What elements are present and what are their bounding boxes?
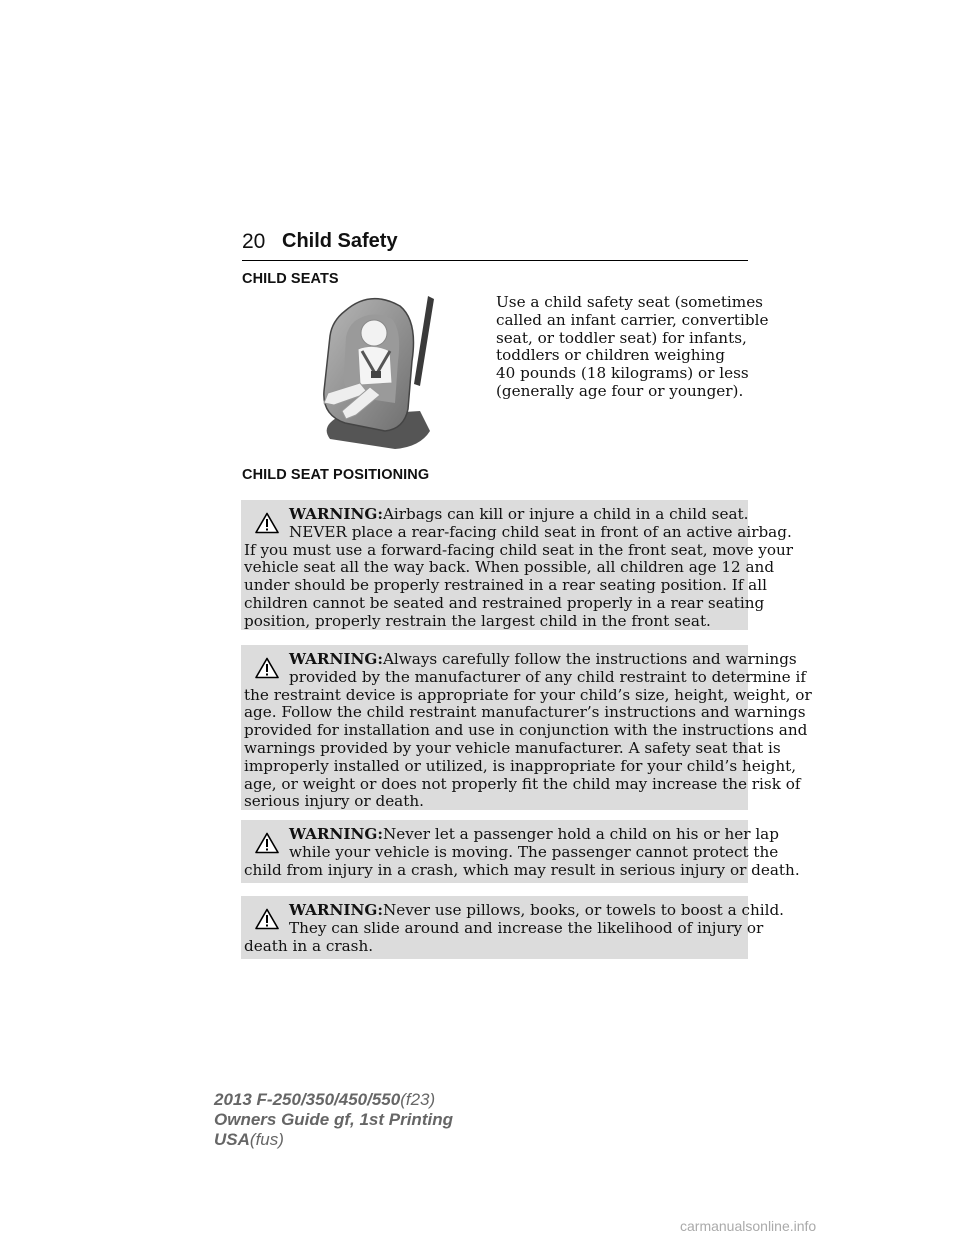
footer-market: USA <box>214 1130 250 1149</box>
intro-line: 40 pounds (18 kilograms) or less <box>496 364 749 383</box>
warning-text: Always carefully follow the instructions and warnings <box>382 650 797 668</box>
warning-label: WARNING: <box>289 505 383 523</box>
warning-text: warnings provided by your vehicle manufacturer. A safety seat that is <box>244 738 781 757</box>
footer-model-code: (f23) <box>400 1090 436 1109</box>
warning-text: improperly installed or utilized, is inappropriate for your child’s height, <box>244 756 797 775</box>
footer-imprint <box>214 1090 453 1150</box>
warning-text: They can slide around and increase the likelihood of injury or <box>289 918 764 937</box>
child-seat-illustration <box>300 291 440 451</box>
warning-text: death in a crash. <box>244 936 374 955</box>
warning-triangle-icon <box>255 512 279 534</box>
warning-box <box>241 896 784 959</box>
warning-text: child from injury in a crash, which may result in serious injury or death. <box>244 860 800 879</box>
warning-text: under should be properly restrained in a rear seating position. If all <box>244 576 767 595</box>
intro-line: Use a child safety seat (sometimes <box>496 293 763 311</box>
warning-box <box>241 820 800 883</box>
page-header <box>242 230 748 261</box>
warning-text: provided by the manufacturer of any child restraint to determine if <box>289 667 806 686</box>
intro-line: seat, or toddler seat) for infants, <box>496 328 747 347</box>
warning-label: WARNING: <box>289 650 383 668</box>
warning-text: Never use pillows, books, or towels to boost a child. <box>382 901 784 919</box>
warning-text: children cannot be seated and restrained properly in a rear seating <box>244 593 765 612</box>
warning-text: Airbags can kill or injure a child in a child seat. <box>382 505 749 523</box>
warning-text: provided for installation and use in conjunction with the instructions and <box>244 721 808 740</box>
page-number: 20 <box>242 230 266 253</box>
warning-text: age. Follow the child restraint manufacturer’s instructions and warnings <box>244 703 806 722</box>
warning-text: while your vehicle is moving. The passenger cannot protect the <box>289 842 779 861</box>
warning-text: If you must use a forward-facing child seat in the front seat, move your <box>244 540 794 559</box>
warning-text: Never let a passenger hold a child on his or her lap <box>382 825 779 843</box>
heading-child-seat-positioning: CHILD SEAT POSITIONING <box>242 467 430 483</box>
section-title: Child Safety <box>282 230 398 252</box>
warning-box <box>241 500 794 630</box>
warning-text: age, or weight or does not properly fit the child may increase the risk of <box>244 774 801 793</box>
intro-line: toddlers or children weighing <box>496 346 725 365</box>
warning-label: WARNING: <box>289 901 383 919</box>
footer-model: 2013 F-250/350/450/550 <box>214 1090 401 1109</box>
warning-text: serious injury or death. <box>244 792 424 811</box>
warning-triangle-icon <box>255 908 279 930</box>
warning-text: position, properly restrain the largest child in the front seat. <box>244 611 711 630</box>
warning-label: WARNING: <box>289 825 383 843</box>
intro-line: (generally age four or younger). <box>496 381 744 400</box>
footer-guide: Owners Guide gf, 1st Printing <box>214 1110 453 1129</box>
warning-text: the restraint device is appropriate for your child’s size, height, weight, or <box>244 685 812 704</box>
child-seats-intro <box>496 293 769 401</box>
watermark: carmanualsonline.info <box>680 1218 817 1234</box>
footer-market-code: (fus) <box>249 1130 284 1149</box>
heading-child-seats: CHILD SEATS <box>242 271 339 287</box>
intro-line: called an infant carrier, convertible <box>496 310 769 329</box>
warning-triangle-icon <box>255 657 279 679</box>
warning-text: vehicle seat all the way back. When possible, all children age 12 and <box>244 558 775 577</box>
warning-triangle-icon <box>255 832 279 854</box>
warning-text: NEVER place a rear-facing child seat in front of an active airbag. <box>289 522 792 541</box>
warning-box <box>241 645 812 811</box>
